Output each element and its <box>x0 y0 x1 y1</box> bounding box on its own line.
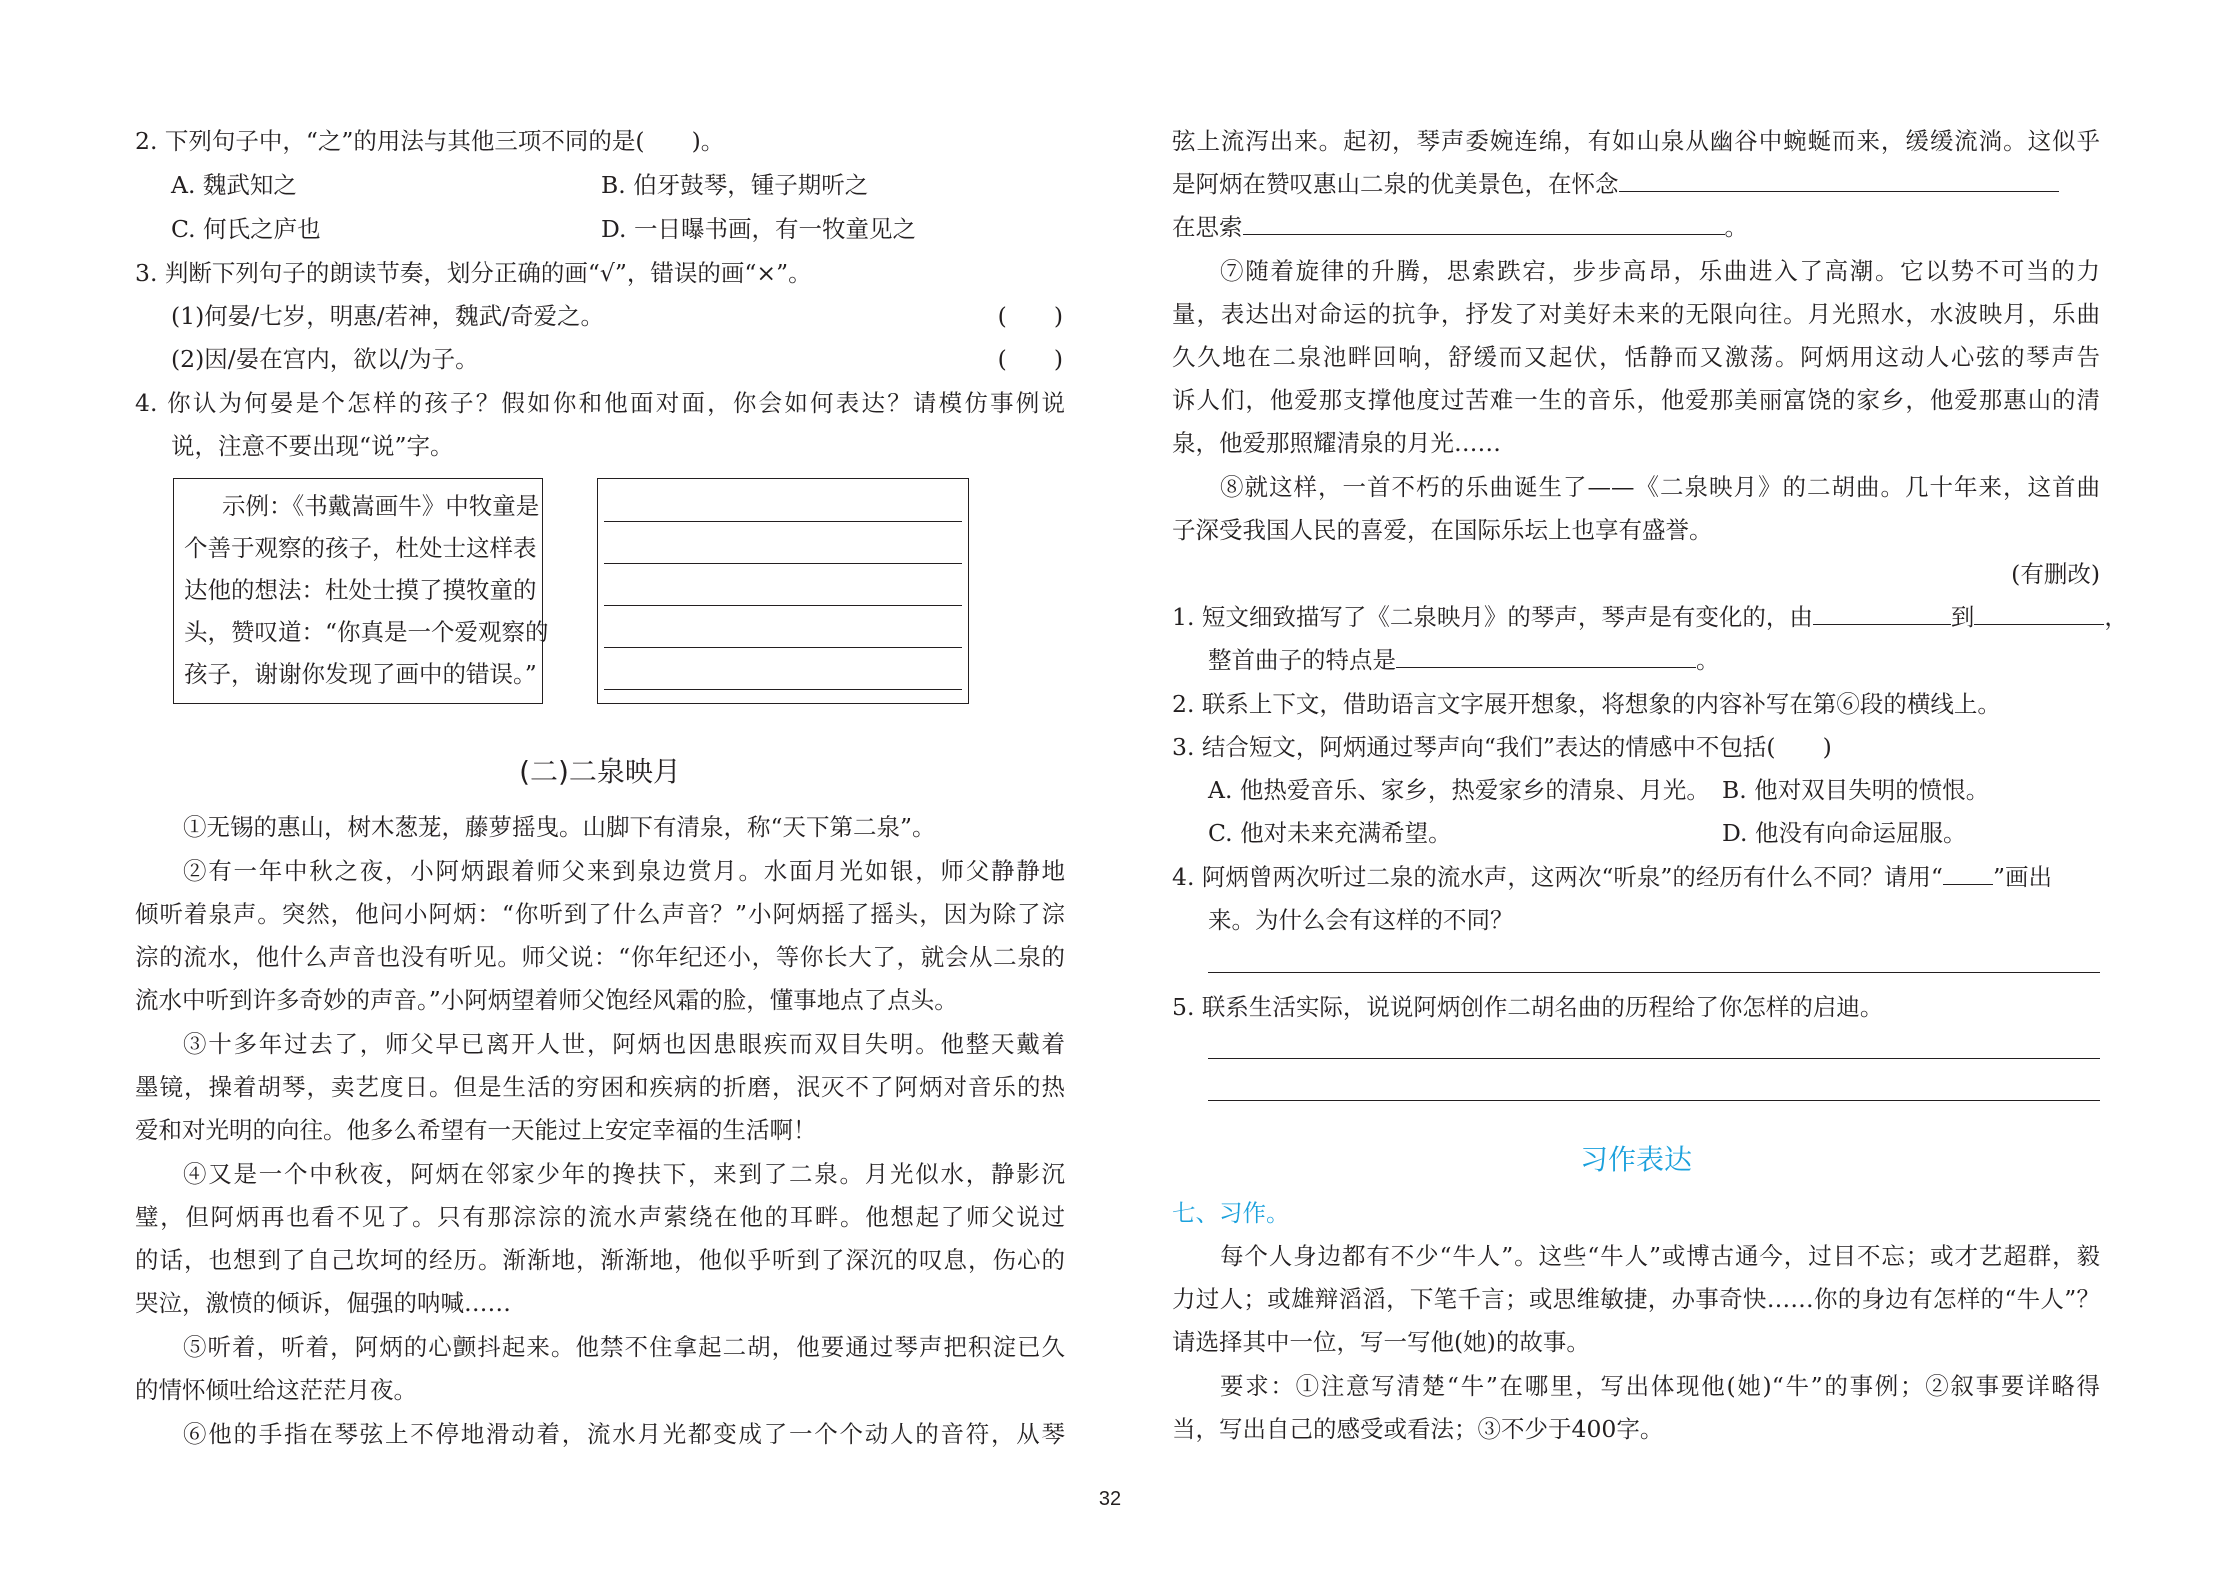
question-3-item-2 <box>135 344 1065 374</box>
passage-paragraph-3-line-1: ③十多年过去了，师父早已离开人世，阿炳也因患眼疾而双目失明。他整天戴着 <box>183 1030 1065 1058</box>
passage-paragraph-6-line-3 <box>1172 169 2100 199</box>
passage-paragraph-8-line-1: ⑧就这样，一首不朽的乐曲诞生了——《二泉映月》的二胡曲。几十年来，这首曲 <box>1220 473 2100 501</box>
writing-section-title: 习作表达 <box>1579 1143 1692 1176</box>
question-4-line-1: 4. 你认为何晏是个怎样的孩子？假如你和他面对面，你会如何表达？请模仿事例说 <box>135 389 1065 417</box>
paragraph-6-text: 在思索 <box>1172 213 1243 241</box>
question-3-item-2-text: (2)因/晏在宫内，欲以/为子。 <box>171 345 479 373</box>
writing-requirements-line-2: 当，写出自己的感受或看法；③不少于400字。 <box>1172 1415 1664 1443</box>
option-b: B. 伯牙鼓琴，锺子期听之 <box>601 171 869 199</box>
fill-in-blank[interactable] <box>1813 602 1951 625</box>
question-1-text: 1. 短文细致描写了《二泉映月》的琴声，琴声是有变化的，由 <box>1172 603 1813 631</box>
question-1-text: 到 <box>1950 603 1975 631</box>
answer-box[interactable] <box>597 478 969 704</box>
passage-paragraph-4-line-2: 璧，但阿炳再也看不见了。只有那淙淙的流水声萦绕在他的耳畔。他想起了师父说过 <box>135 1203 1065 1231</box>
answer-line[interactable] <box>1208 1100 2100 1101</box>
answer-parens[interactable]: ( ) <box>997 302 1063 330</box>
source-note: (有删改) <box>2011 560 2100 588</box>
question-3-stem: 3. 判断下列句子的朗读节奏，划分正确的画“√”，错误的画“×”。 <box>135 259 812 287</box>
option-a: A. 他热爱音乐、家乡，热爱家乡的清泉、月光。 <box>1208 776 1710 804</box>
answer-line[interactable] <box>1208 1058 2100 1059</box>
passage-paragraph-3-line-2: 墨镜，操着胡琴，卖艺度日。但是生活的穷困和疾病的折磨，泯灭不了阿炳对音乐的热 <box>135 1073 1065 1101</box>
option-c: C. 何氏之庐也 <box>171 215 321 243</box>
option-a: A. 魏武知之 <box>171 171 297 199</box>
passage-paragraph-8-line-2: 子深受我国人民的喜爱，在国际乐坛上也享有盛誉。 <box>1172 516 1713 544</box>
passage-paragraph-2-line-4: 流水中听到许多奇妙的声音。”小阿炳望着师父饱经风霜的脸，懂事地点了点头。 <box>135 986 958 1014</box>
question-2-options-row-2 <box>135 214 1101 244</box>
option-d: D. 一日曝书画，有一牧童见之 <box>601 215 916 243</box>
passage-paragraph-6-line-2: 弦上流泻出来。起初，琴声委婉连绵，有如山泉从幽谷中蜿蜒而来，缓缓流淌。这似乎 <box>1172 127 2100 155</box>
question-1-line-1 <box>1172 602 2128 632</box>
passage-paragraph-4-line-3: 的话，也想到了自己坎坷的经历。渐渐地，渐渐地，他似乎听到了深沉的叹息，伤心的 <box>135 1246 1065 1274</box>
question-5: 5. 联系生活实际，说说阿炳创作二胡名曲的历程给了你怎样的启迪。 <box>1172 993 1884 1021</box>
fill-in-blank[interactable] <box>1243 212 1725 235</box>
question-4-text: 4. 阿炳曾两次听过二泉的流水声，这两次“听泉”的经历有什么不同？请用“ <box>1172 863 1943 891</box>
example-line-3: 达他的想法：杜处士摸了摸牧童的 <box>184 576 537 604</box>
passage-paragraph-4-line-4: 哭泣，激愤的倾诉，倔强的呐喊…… <box>135 1289 511 1317</box>
question-3-item-1 <box>135 301 1065 331</box>
question-3-stem: 3. 结合短文，阿炳通过琴声向“我们”表达的情感中不包括( ) <box>1172 733 1832 761</box>
question-4-line-2: 说，注意不要出现“说”字。 <box>171 432 454 460</box>
writing-prompt-line-1: 每个人身边都有不少“牛人”。这些“牛人”或博古通今，过目不忘；或才艺超群，毅 <box>1220 1242 2100 1270</box>
answer-line[interactable] <box>604 689 962 690</box>
passage-paragraph-7-line-3: 久久地在二泉池畔回响，舒缓而又起伏，恬静而又激荡。阿炳用这动人心弦的琴声告 <box>1172 343 2100 371</box>
passage-paragraph-6-line-1: ⑥他的手指在琴弦上不停地滑动着，流水月光都变成了一个个动人的音符，从琴 <box>183 1420 1065 1448</box>
question-3-item-1-text: (1)何晏/七岁，明惠/若神，魏武/奇爱之。 <box>171 302 605 330</box>
answer-line[interactable] <box>604 647 962 648</box>
fill-in-blank[interactable] <box>1974 602 2104 625</box>
passage-paragraph-5-line-1: ⑤听着，听着，阿炳的心颤抖起来。他禁不住拿起二胡，他要通过琴声把积淀已久 <box>183 1333 1065 1361</box>
answer-parens[interactable]: ( ) <box>997 345 1063 373</box>
question-1-text: 整首曲子的特点是 <box>1208 646 1396 674</box>
question-1-text: ， <box>2104 603 2128 631</box>
passage-paragraph-4-line-1: ④又是一个中秋夜，阿炳在邻家少年的搀扶下，来到了二泉。月光似水，静影沉 <box>183 1160 1065 1188</box>
passage-paragraph-7-line-4: 诉人们，他爱那支撑他度过苦难一生的音乐，他爱那美丽富饶的家乡，他爱那惠山的清 <box>1172 386 2100 414</box>
passage-paragraph-1: ①无锡的惠山，树木葱茏，藤萝摇曳。山脚下有清泉，称“天下第二泉”。 <box>183 813 936 841</box>
section-7-label: 七、习作。 <box>1172 1199 1290 1227</box>
option-b: B. 他对双目失明的愤恨。 <box>1722 776 1990 804</box>
example-line-5: 孩子，谢谢你发现了画中的错误。” <box>184 660 537 688</box>
passage-paragraph-6-line-4 <box>1172 212 2100 242</box>
passage-paragraph-5-line-2: 的情怀倾吐给这茫茫月夜。 <box>135 1376 417 1404</box>
question-4-line-1 <box>1172 862 2100 892</box>
option-c: C. 他对未来充满希望。 <box>1208 819 1452 847</box>
answer-line[interactable] <box>604 563 962 564</box>
question-2-options-row-1 <box>135 170 1101 200</box>
question-2: 2. 联系上下文，借助语言文字展开想象，将想象的内容补写在第⑥段的横线上。 <box>1172 690 2001 718</box>
passage-paragraph-3-line-3: 爱和对光明的向往。他多么希望有一天能过上安定幸福的生活啊！ <box>135 1116 817 1144</box>
passage-paragraph-7-line-5: 泉，他爱那照耀清泉的月光…… <box>1172 429 1501 457</box>
question-4-text: ”画出 <box>1992 863 2052 891</box>
fill-in-blank[interactable] <box>1396 645 1696 668</box>
answer-line[interactable] <box>604 605 962 606</box>
passage-paragraph-7-line-2: 量，表达出对命运的抗争，抒发了对美好未来的无限向往。月光照水，水波映月，乐曲 <box>1172 300 2100 328</box>
question-4-line-2: 来。为什么会有这样的不同？ <box>1208 906 1514 934</box>
passage-paragraph-2-line-3: 淙的流水，他什么声音也没有听见。师父说：“你年纪还小，等你长大了，就会从二泉的 <box>135 943 1065 971</box>
example-line-2: 个善于观察的孩子，杜处士这样表 <box>184 534 537 562</box>
writing-prompt-line-3: 请选择其中一位，写一写他(她)的故事。 <box>1172 1328 1590 1356</box>
example-line-1: 示例：《书戴嵩画牛》中牧童是 <box>222 492 540 520</box>
question-3-options-row-1 <box>1172 775 2136 805</box>
passage-paragraph-2-line-1: ②有一年中秋之夜，小阿炳跟着师父来到泉边赏月。水面月光如银，师父静静地 <box>183 857 1065 885</box>
passage-paragraph-7-line-1: ⑦随着旋律的升腾，思索跌宕，步步高昂，乐曲进入了高潮。它以势不可当的力 <box>1220 257 2100 285</box>
writing-requirements-line-1: 要求：①注意写清楚“牛”在哪里，写出体现他(她)“牛”的事例；②叙事要详略得 <box>1220 1372 2100 1400</box>
answer-line[interactable] <box>604 521 962 522</box>
example-box <box>173 478 549 704</box>
example-line-4: 头，赞叹道：“你真是一个爱观察的 <box>184 618 549 646</box>
period: 。 <box>1724 213 1748 241</box>
question-2-stem: 2. 下列句子中，“之”的用法与其他三项不同的是( )。 <box>135 127 725 155</box>
answer-line[interactable] <box>1208 972 2100 973</box>
question-3-options-row-2 <box>1172 818 2136 848</box>
fill-in-blank[interactable] <box>1619 169 2059 192</box>
section-title: (二)二泉映月 <box>519 755 681 788</box>
period: 。 <box>1696 646 1720 674</box>
underline-sample <box>1943 862 1993 885</box>
page-number: 32 <box>1098 1488 1122 1510</box>
question-1-line-2 <box>1172 645 1720 675</box>
passage-paragraph-2-line-2: 倾听着泉声。突然，他问小阿炳：“你听到了什么声音？”小阿炳摇了摇头，因为除了淙 <box>135 900 1065 928</box>
writing-prompt-line-2: 力过人；或雄辩滔滔，下笔千言；或思维敏捷，办事奇快……你的身边有怎样的“牛人”？ <box>1172 1285 2100 1313</box>
option-d: D. 他没有向命运屈服。 <box>1722 819 1967 847</box>
paragraph-6-text: 是阿炳在赞叹惠山二泉的优美景色，在怀念 <box>1172 170 1619 198</box>
